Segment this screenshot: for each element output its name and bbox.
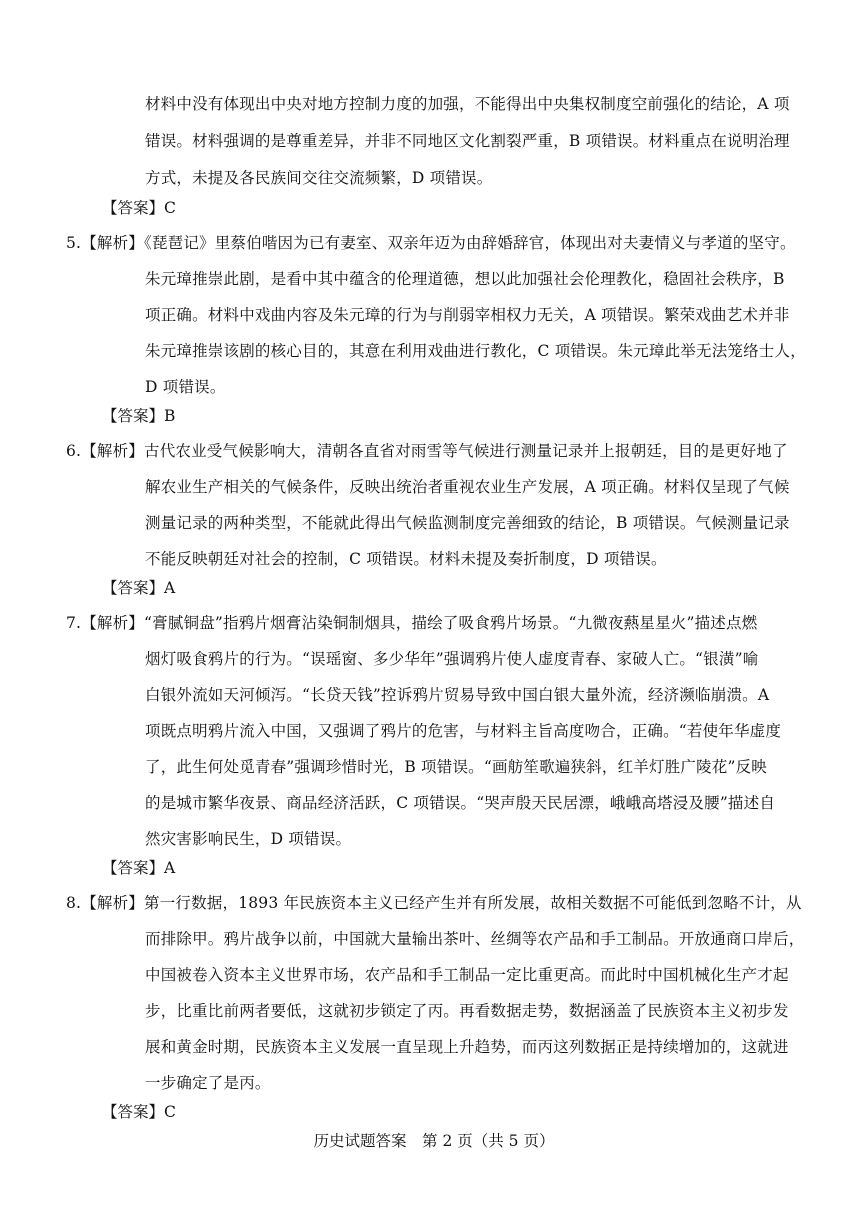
q7-line-4: 了，此生何处觅青春”强调珍惜时光，B 项错误。“画舫笙歌遍狭斜，红羊灯胜广陵花”反映 bbox=[145, 758, 767, 776]
q5-line-1: 朱元璋推崇此剧，是看中其中蕴含的伦理道德，想以此加强社会伦理教化，稳固社会秩序，B bbox=[145, 270, 785, 288]
q7-line-5: 的是城市繁华夜景、商品经济活跃，C 项错误。“哭声殷天民居漂，峨峨高塔浸及腰”描述自 bbox=[145, 794, 776, 812]
q5-line-4: D 项错误。 bbox=[145, 378, 226, 396]
q7-line-2: 白银外流如天河倾泻。“长贷天钱”控诉鸦片贸易导致中国白银大量外流，经济濒临崩溃。A bbox=[145, 686, 770, 704]
q4-answer: 【答案】C bbox=[102, 199, 176, 217]
q7-answer: 【答案】A bbox=[102, 859, 176, 877]
page-footer: 历史试题答案 第 2 页（共 5 页） bbox=[313, 1132, 555, 1150]
q8-answer: 【答案】C bbox=[102, 1103, 176, 1121]
q5-answer: 【答案】B bbox=[102, 407, 176, 425]
q5-line-2: 项正确。材料中戏曲内容及朱元璋的行为与削弱宰相权力无关，A 项错误。繁荣戏曲艺术并非 bbox=[145, 306, 790, 324]
q8-first-line: 8.【解析】第一行数据，1893 年民族资本主义已经产生并有所发展，故相关数据不可能低到忽略不计，从 bbox=[66, 894, 802, 912]
q6-line-3: 不能反映朝廷对社会的控制，C 项错误。材料未提及奏折制度，D 项错误。 bbox=[145, 550, 667, 568]
q8-line-5: 一步确定了是丙。 bbox=[145, 1074, 271, 1092]
q5-line-3: 朱元璋推崇该剧的核心目的，其意在利用戏曲进行教化，C 项错误。朱元璋此举无法笼络士人， bbox=[145, 342, 806, 360]
q8-line-4: 展和黄金时期，民族资本主义发展一直呈现上升趋势，而丙这列数据正是持续增加的，这就进 bbox=[145, 1038, 789, 1056]
q8-line-1: 而排除甲。鸦片战争以前，中国就大量输出茶叶、丝绸等农产品和手工制品。开放通商口岸后， bbox=[145, 930, 805, 948]
q4-line-3: 方式，未提及各民族间交往交流频繁，D 项错误。 bbox=[145, 169, 493, 187]
q8-line-2: 中国被卷入资本主义世界市场，农产品和手工制品一定比重更高。而此时中国机械化生产才起 bbox=[145, 966, 789, 984]
q7-line-6: 然灾害影响民生，D 项错误。 bbox=[145, 830, 352, 848]
q6-first-line: 6.【解析】古代农业受气候影响大，清朝各直省对雨雪等气候进行测量记录并上报朝廷，目的是更好地了 bbox=[66, 442, 788, 460]
q7-line-3: 项既点明鸦片流入中国，又强调了鸦片的危害，与材料主旨高度吻合，正确。“若使年华虚度 bbox=[145, 722, 782, 740]
q4-line-1: 材料中没有体现出中央对地方控制力度的加强，不能得出中央集权制度空前强化的结论，A 项 bbox=[145, 95, 790, 113]
q6-line-1: 解农业生产相关的气候条件，反映出统治者重视农业生产发展，A 项正确。材料仅呈现了气候 bbox=[145, 478, 790, 496]
q8-line-3: 步，比重比前两者要低，这就初步锁定了丙。再看数据走势，数据涵盖了民族资本主义初步发 bbox=[145, 1002, 789, 1020]
q7-line-1: 烟灯吸食鸦片的行为。“误瑶窗、多少华年”强调鸦片使人虚度青春、家破人亡。“银潢”喻 bbox=[145, 650, 759, 668]
q6-line-2: 测量记录的两种类型，不能就此得出气候监测制度完善细致的结论，B 项错误。气候测量记录 bbox=[145, 514, 790, 532]
q7-first-line: 7.【解析】“膏腻铜盘”指鸦片烟膏沾染铜制烟具，描绘了吸食鸦片场景。“九微夜爇星星火”描述点燃 bbox=[66, 614, 758, 632]
q4-line-2: 错误。材料强调的是尊重差异，并非不同地区文化割裂严重，B 项错误。材料重点在说明治理 bbox=[145, 132, 790, 150]
q5-first-line: 5.【解析】《琵琶记》里蔡伯喈因为已有妻室、双亲年迈为由辞婚辞官，体现出对夫妻情义与孝道的坚守。 bbox=[66, 234, 796, 252]
q6-answer: 【答案】A bbox=[102, 579, 176, 597]
